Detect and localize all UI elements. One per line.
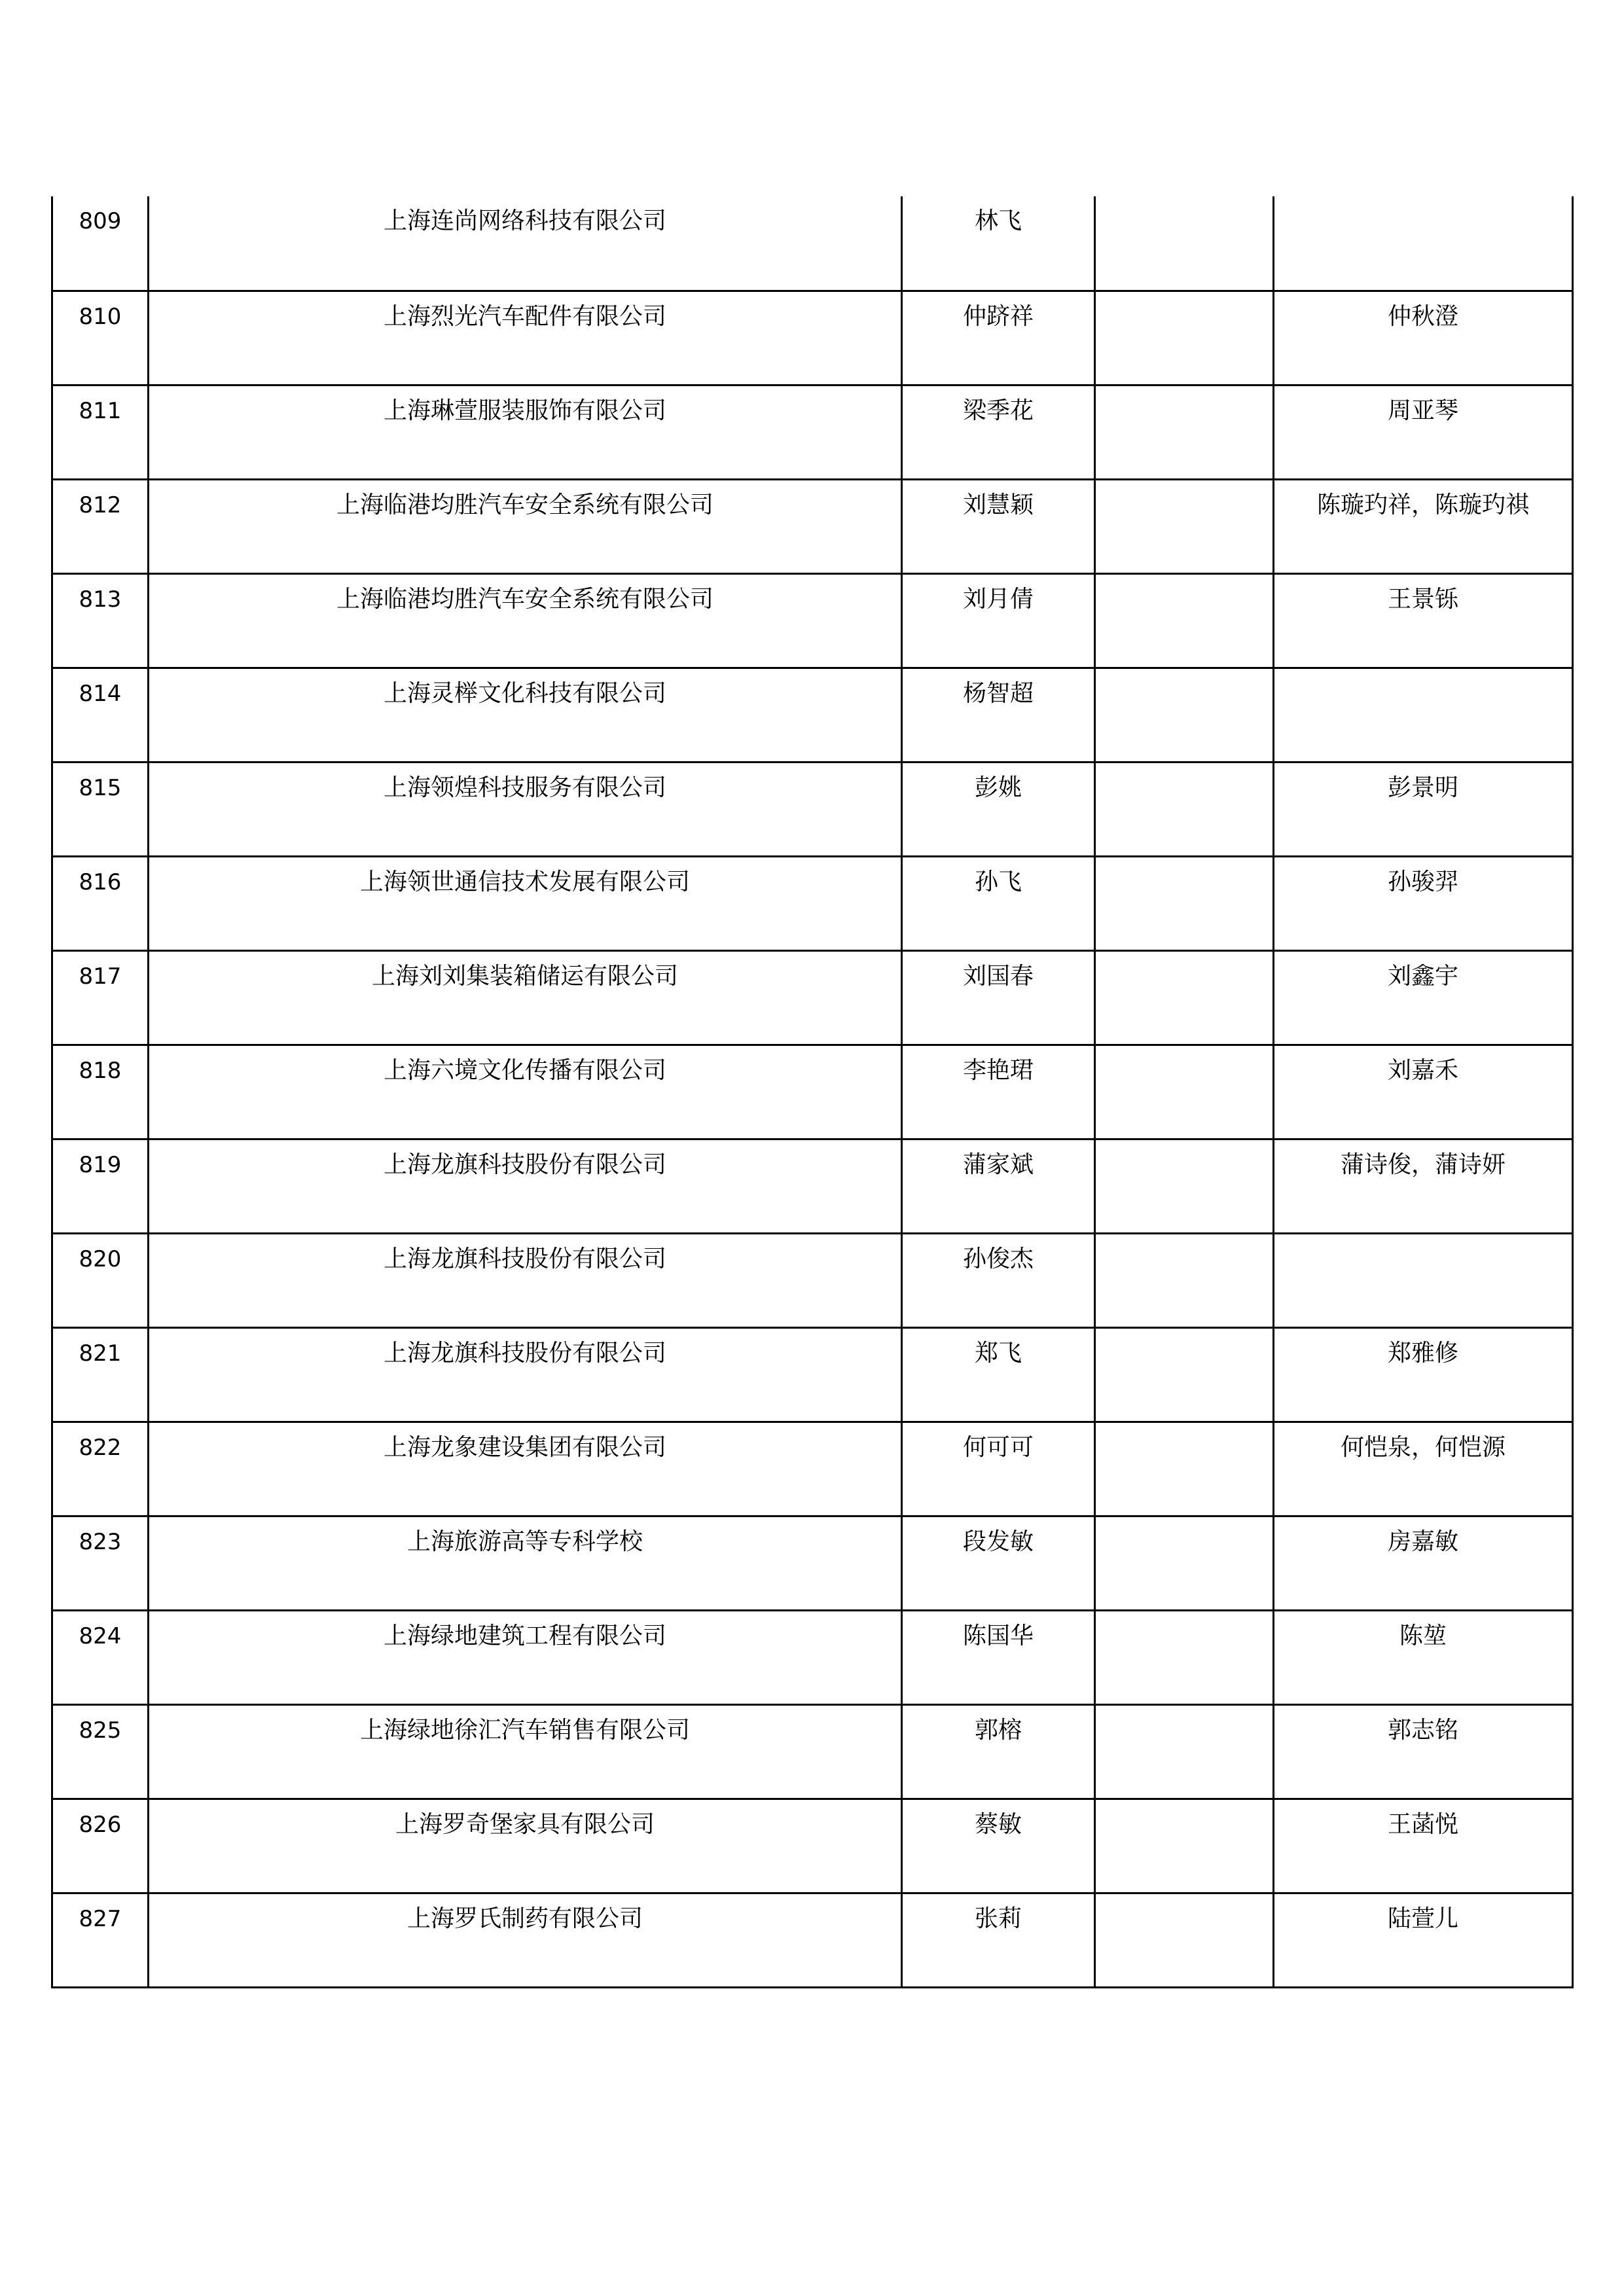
table-row: [52, 1610, 1573, 1704]
blank-column-cell-text: [1096, 1517, 1272, 1529]
children-names-cell-text: 房嘉敏: [1387, 1528, 1458, 1555]
blank-column-cell: [1095, 291, 1274, 385]
row-number-cell-text: 810: [79, 303, 122, 330]
company-cell: [149, 1799, 902, 1893]
table-row: [52, 668, 1573, 762]
blank-column-cell: [1095, 1422, 1274, 1516]
employee-name-cell-text: 蔡敏: [974, 1810, 1022, 1838]
blank-column-cell: [1095, 668, 1274, 762]
employee-name-cell-text: 刘月倩: [962, 585, 1034, 613]
row-number-cell-text: 822: [79, 1434, 122, 1461]
children-names-cell: [1274, 573, 1573, 668]
company-cell-text: 上海临港均胜汽车安全系统有限公司: [336, 585, 713, 613]
company-cell: [149, 291, 902, 385]
row-number-cell-text: 817: [79, 963, 122, 990]
row-number-cell-text: 818: [79, 1057, 122, 1084]
blank-column-cell: [1095, 1799, 1274, 1893]
company-cell-text: 上海罗奇堡家具有限公司: [395, 1810, 655, 1838]
children-names-cell-text: 彭景明: [1387, 774, 1458, 801]
employee-name-cell: [902, 1799, 1095, 1893]
children-names-cell: [1274, 196, 1573, 291]
blank-column-cell-text: [1096, 1140, 1272, 1152]
table-row: [52, 1704, 1573, 1799]
children-names-cell-text: 孙骏羿: [1387, 868, 1458, 895]
children-names-cell: [1274, 1610, 1573, 1704]
employee-name-cell: [902, 385, 1095, 479]
row-number-cell: [52, 856, 149, 950]
row-number-cell: [52, 1799, 149, 1893]
company-cell: [149, 573, 902, 668]
children-names-cell-text: 仲秋澄: [1387, 302, 1458, 330]
employee-name-cell: [902, 479, 1095, 573]
table-row: [52, 1045, 1573, 1139]
company-cell: [149, 1516, 902, 1610]
company-cell-text: 上海罗氏制药有限公司: [406, 1905, 643, 1932]
table-row: [52, 291, 1573, 385]
row-number-cell-text: 820: [79, 1246, 122, 1272]
table-row: [52, 385, 1573, 479]
children-names-cell-text: [1274, 1234, 1572, 1246]
table-row: [52, 1799, 1573, 1893]
children-names-cell-text: 陈璇玓祥，陈璇玓祺: [1316, 491, 1529, 518]
table-row: [52, 1327, 1573, 1422]
employee-name-cell-text: 杨智超: [962, 679, 1034, 707]
blank-column-cell-text: [1096, 1423, 1272, 1435]
company-cell-text: 上海临港均胜汽车安全系统有限公司: [336, 491, 713, 518]
table-row: [52, 1422, 1573, 1516]
company-cell: [149, 196, 902, 291]
children-names-cell: [1274, 1799, 1573, 1893]
employee-name-cell-text: 陈国华: [962, 1622, 1034, 1649]
children-names-cell-text: 陆萱儿: [1387, 1905, 1458, 1932]
row-number-cell-text: 823: [79, 1528, 122, 1555]
children-names-cell: [1274, 291, 1573, 385]
row-number-cell: [52, 1045, 149, 1139]
blank-column-cell-text: [1096, 1706, 1272, 1717]
company-cell-text: 上海绿地建筑工程有限公司: [383, 1622, 666, 1649]
roster-table: [51, 196, 1574, 1988]
table-row: [52, 479, 1573, 573]
employee-name-cell-text: 蒲家斌: [962, 1151, 1034, 1178]
children-names-cell-text: 刘嘉禾: [1387, 1056, 1458, 1084]
children-names-cell-text: 陈堃: [1399, 1622, 1447, 1649]
row-number-cell: [52, 479, 149, 573]
blank-column-cell-text: [1096, 292, 1272, 304]
company-cell: [149, 762, 902, 856]
employee-name-cell: [902, 1516, 1095, 1610]
employee-name-cell-text: 段发敏: [962, 1528, 1034, 1555]
table-row: [52, 1139, 1573, 1233]
children-names-cell: [1274, 1893, 1573, 1987]
children-names-cell-text: 蒲诗俊，蒲诗妍: [1340, 1151, 1506, 1178]
children-names-cell: [1274, 1139, 1573, 1233]
employee-name-cell: [902, 1045, 1095, 1139]
company-cell: [149, 1422, 902, 1516]
row-number-cell: [52, 196, 149, 291]
row-number-cell-text: 824: [79, 1623, 122, 1649]
company-cell-text: 上海领世通信技术发展有限公司: [359, 868, 690, 895]
row-number-cell-text: 826: [79, 1811, 122, 1838]
employee-name-cell-text: 刘慧颖: [962, 491, 1034, 518]
children-names-cell: [1274, 1045, 1573, 1139]
row-number-cell-text: 825: [79, 1717, 122, 1744]
table-row: [52, 950, 1573, 1045]
row-number-cell: [52, 668, 149, 762]
children-names-cell-text: [1274, 196, 1572, 208]
company-cell: [149, 1233, 902, 1327]
company-cell-text: 上海旅游高等专科学校: [406, 1528, 643, 1555]
blank-column-cell: [1095, 762, 1274, 856]
children-names-cell: [1274, 762, 1573, 856]
blank-column-cell-text: [1096, 763, 1272, 775]
row-number-cell: [52, 1516, 149, 1610]
blank-column-cell-text: [1096, 1234, 1272, 1246]
employee-name-cell: [902, 762, 1095, 856]
blank-column-cell-text: [1096, 575, 1272, 586]
blank-column-cell: [1095, 1516, 1274, 1610]
row-number-cell: [52, 950, 149, 1045]
employee-name-cell-text: 张莉: [974, 1905, 1022, 1932]
children-names-cell: [1274, 856, 1573, 950]
children-names-cell-text: [1274, 669, 1572, 681]
children-names-cell-text: 郑雅修: [1387, 1339, 1458, 1367]
blank-column-cell: [1095, 385, 1274, 479]
children-names-cell: [1274, 668, 1573, 762]
row-number-cell-text: 816: [79, 869, 122, 895]
blank-column-cell: [1095, 1327, 1274, 1422]
company-cell: [149, 1610, 902, 1704]
employee-name-cell-text: 孙飞: [974, 868, 1022, 895]
blank-column-cell: [1095, 1139, 1274, 1233]
row-number-cell: [52, 385, 149, 479]
row-number-cell-text: 813: [79, 586, 122, 613]
row-number-cell: [52, 1422, 149, 1516]
children-names-cell: [1274, 1233, 1573, 1327]
table-row: [52, 1893, 1573, 1987]
children-names-cell: [1274, 950, 1573, 1045]
company-cell-text: 上海烈光汽车配件有限公司: [383, 302, 666, 330]
employee-name-cell-text: 孙俊杰: [962, 1245, 1034, 1272]
company-cell: [149, 479, 902, 573]
table-row: [52, 196, 1573, 291]
employee-name-cell-text: 刘国春: [962, 962, 1034, 990]
row-number-cell: [52, 762, 149, 856]
row-number-cell-text: 811: [79, 397, 122, 424]
employee-name-cell: [902, 856, 1095, 950]
employee-name-cell-text: 何可可: [962, 1433, 1034, 1461]
blank-column-cell-text: [1096, 386, 1272, 398]
blank-column-cell-text: [1096, 1046, 1272, 1058]
company-cell-text: 上海龙象建设集团有限公司: [383, 1433, 666, 1461]
row-number-cell: [52, 291, 149, 385]
blank-column-cell: [1095, 196, 1274, 291]
blank-column-cell-text: [1096, 1894, 1272, 1906]
blank-column-cell-text: [1096, 1800, 1272, 1812]
children-names-cell-text: 王景铄: [1387, 585, 1458, 613]
row-number-cell: [52, 1610, 149, 1704]
table-row: [52, 856, 1573, 950]
employee-name-cell: [902, 196, 1095, 291]
blank-column-cell: [1095, 856, 1274, 950]
blank-column-cell-text: [1096, 857, 1272, 869]
company-cell-text: 上海琳萱服装服饰有限公司: [383, 397, 666, 424]
company-cell: [149, 1704, 902, 1799]
company-cell-text: 上海灵榉文化科技有限公司: [383, 679, 666, 707]
row-number-cell-text: 812: [79, 492, 122, 518]
company-cell: [149, 1893, 902, 1987]
roster-table-body: [52, 196, 1573, 1987]
employee-name-cell: [902, 291, 1095, 385]
employee-name-cell-text: 郑飞: [974, 1339, 1022, 1367]
blank-column-cell: [1095, 1045, 1274, 1139]
row-number-cell-text: 827: [79, 1905, 122, 1932]
employee-name-cell: [902, 1139, 1095, 1233]
row-number-cell: [52, 1233, 149, 1327]
company-cell-text: 上海龙旗科技股份有限公司: [383, 1339, 666, 1367]
company-cell: [149, 1327, 902, 1422]
employee-name-cell: [902, 573, 1095, 668]
company-cell: [149, 950, 902, 1045]
blank-column-cell: [1095, 950, 1274, 1045]
employee-name-cell: [902, 1233, 1095, 1327]
children-names-cell-text: 王菡悦: [1387, 1810, 1458, 1838]
table-row: [52, 1516, 1573, 1610]
row-number-cell-text: 814: [79, 680, 122, 707]
employee-name-cell: [902, 950, 1095, 1045]
row-number-cell: [52, 573, 149, 668]
company-cell-text: 上海龙旗科技股份有限公司: [383, 1245, 666, 1272]
blank-column-cell: [1095, 1893, 1274, 1987]
employee-name-cell: [902, 1704, 1095, 1799]
row-number-cell: [52, 1327, 149, 1422]
row-number-cell-text: 815: [79, 774, 122, 801]
row-number-cell-text: 821: [79, 1340, 122, 1367]
table-row: [52, 762, 1573, 856]
company-cell: [149, 1045, 902, 1139]
company-cell-text: 上海龙旗科技股份有限公司: [383, 1151, 666, 1178]
blank-column-cell-text: [1096, 1611, 1272, 1623]
blank-column-cell: [1095, 1704, 1274, 1799]
employee-name-cell-text: 彭姚: [974, 774, 1022, 801]
children-names-cell: [1274, 1327, 1573, 1422]
company-cell-text: 上海刘刘集装箱储运有限公司: [371, 962, 678, 990]
company-cell: [149, 385, 902, 479]
company-cell-text: 上海绿地徐汇汽车销售有限公司: [359, 1716, 690, 1744]
children-names-cell: [1274, 1422, 1573, 1516]
company-cell-text: 上海连尚网络科技有限公司: [383, 207, 666, 234]
row-number-cell: [52, 1893, 149, 1987]
blank-column-cell-text: [1096, 480, 1272, 492]
company-cell: [149, 1139, 902, 1233]
children-names-cell-text: 周亚琴: [1387, 397, 1458, 424]
employee-name-cell-text: 李艳珺: [962, 1056, 1034, 1084]
employee-name-cell: [902, 1327, 1095, 1422]
row-number-cell: [52, 1139, 149, 1233]
employee-name-cell-text: 郭榕: [974, 1716, 1022, 1744]
blank-column-cell: [1095, 479, 1274, 573]
row-number-cell: [52, 1704, 149, 1799]
employee-name-cell: [902, 668, 1095, 762]
children-names-cell: [1274, 479, 1573, 573]
company-cell-text: 上海六境文化传播有限公司: [383, 1056, 666, 1084]
employee-name-cell: [902, 1893, 1095, 1987]
children-names-cell-text: 郭志铭: [1387, 1716, 1458, 1744]
blank-column-cell: [1095, 573, 1274, 668]
row-number-cell-text: 819: [79, 1151, 122, 1178]
blank-column-cell-text: [1096, 952, 1272, 963]
children-names-cell: [1274, 385, 1573, 479]
company-cell-text: 上海领煌科技服务有限公司: [383, 774, 666, 801]
row-number-cell-text: 809: [79, 208, 122, 234]
employee-name-cell: [902, 1422, 1095, 1516]
blank-column-cell-text: [1096, 1329, 1272, 1340]
children-names-cell-text: 刘鑫宇: [1387, 962, 1458, 990]
employee-name-cell-text: 林飞: [974, 207, 1022, 234]
employee-name-cell-text: 仲跻祥: [962, 302, 1034, 330]
blank-column-cell-text: [1096, 669, 1272, 681]
employee-name-cell-text: 梁季花: [962, 397, 1034, 424]
table-row: [52, 1233, 1573, 1327]
company-cell: [149, 856, 902, 950]
children-names-cell: [1274, 1516, 1573, 1610]
children-names-cell-text: 何恺泉，何恺源: [1340, 1433, 1506, 1461]
employee-name-cell: [902, 1610, 1095, 1704]
children-names-cell: [1274, 1704, 1573, 1799]
company-cell: [149, 668, 902, 762]
table-row: [52, 573, 1573, 668]
blank-column-cell-text: [1096, 196, 1272, 208]
blank-column-cell: [1095, 1233, 1274, 1327]
blank-column-cell: [1095, 1610, 1274, 1704]
